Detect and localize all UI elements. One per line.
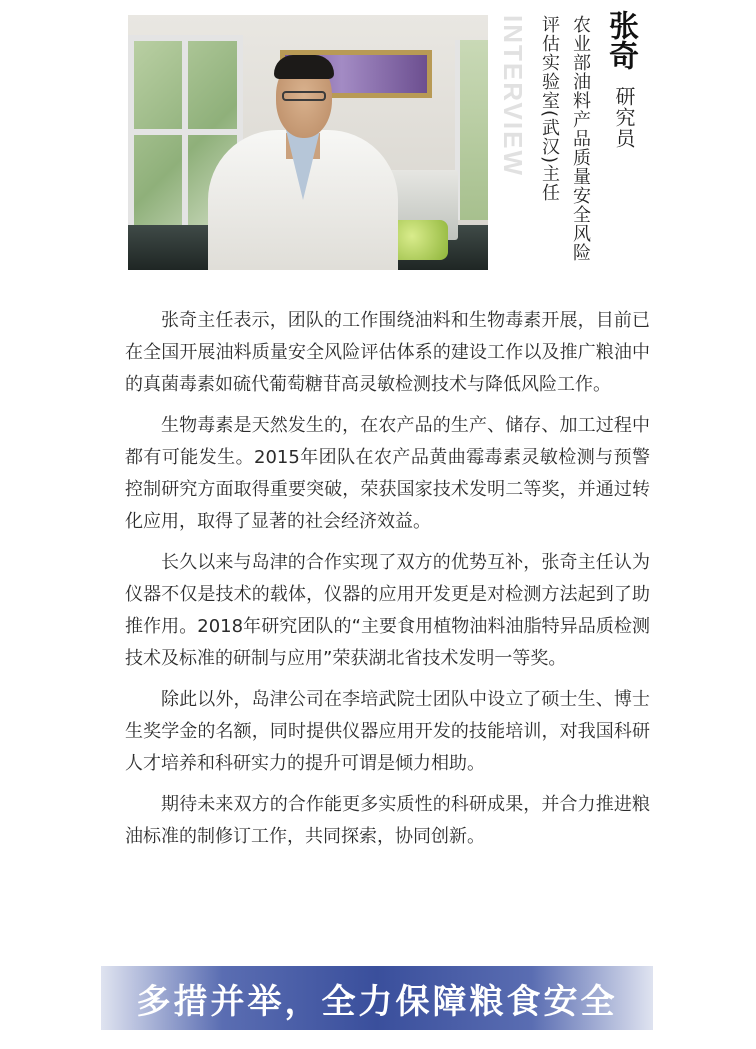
paragraph: 长久以来与岛津的合作实现了双方的优势互补，张奇主任认为仪器不仅是技术的载体，仪器的应用开发更是对检测方法起到了助推作用。2018年研究团队的“主要食用植物油料油脂特异品质检测技术及标准的研制与应用”荣获湖北省技术发明一等奖。: [125, 552, 650, 669]
portrait-photo: [128, 15, 488, 270]
person-name: 张奇: [603, 10, 638, 70]
unit-line-2: 评估实验室(武汉)主任: [539, 15, 560, 203]
photo-glasses: [282, 91, 326, 101]
photo-hair: [274, 55, 334, 79]
unit-line-1: 农业部油料产品质量安全风险: [570, 15, 591, 262]
article-body: [125, 305, 650, 862]
banner-title: 多措并举，全力保障粮食安全: [136, 981, 618, 1022]
paragraph: 期待未来双方的合作能更多实质性的科研成果，并合力推进粮油标准的制修订工作，共同探索，协同创新。: [125, 794, 650, 847]
person-title: 研究员: [612, 86, 636, 149]
paragraph: 张奇主任表示，团队的工作围绕油料和生物毒素开展，目前已在全国开展油料质量安全风险评估体系的建设工作以及推广粮油中的真菌毒素如硫代葡萄糖苷高灵敏检测技术与降低风险工作。: [125, 310, 650, 395]
paragraph: 生物毒素是天然发生的，在农产品的生产、储存、加工过程中都有可能发生。2015年团队在农产品黄曲霉毒素灵敏检测与预警控制研究方面取得重要突破，荣获国家技术发明二等奖，并通过转化应用，取得了显著的社会经济效益。: [125, 415, 650, 532]
window-bar: [134, 129, 237, 135]
paragraph: 除此以外，岛津公司在李培武院士团队中设立了硕士生、博士生奖学金的名额，同时提供仪器应用开发的技能培训，对我国科研人才培养和科研实力的提升可谓是倾力相助。: [125, 689, 650, 774]
window-bar: [182, 41, 188, 239]
interview-watermark: INTERVIEW: [498, 15, 528, 177]
section-banner: [101, 966, 653, 1030]
photo-window-right: [455, 40, 488, 220]
